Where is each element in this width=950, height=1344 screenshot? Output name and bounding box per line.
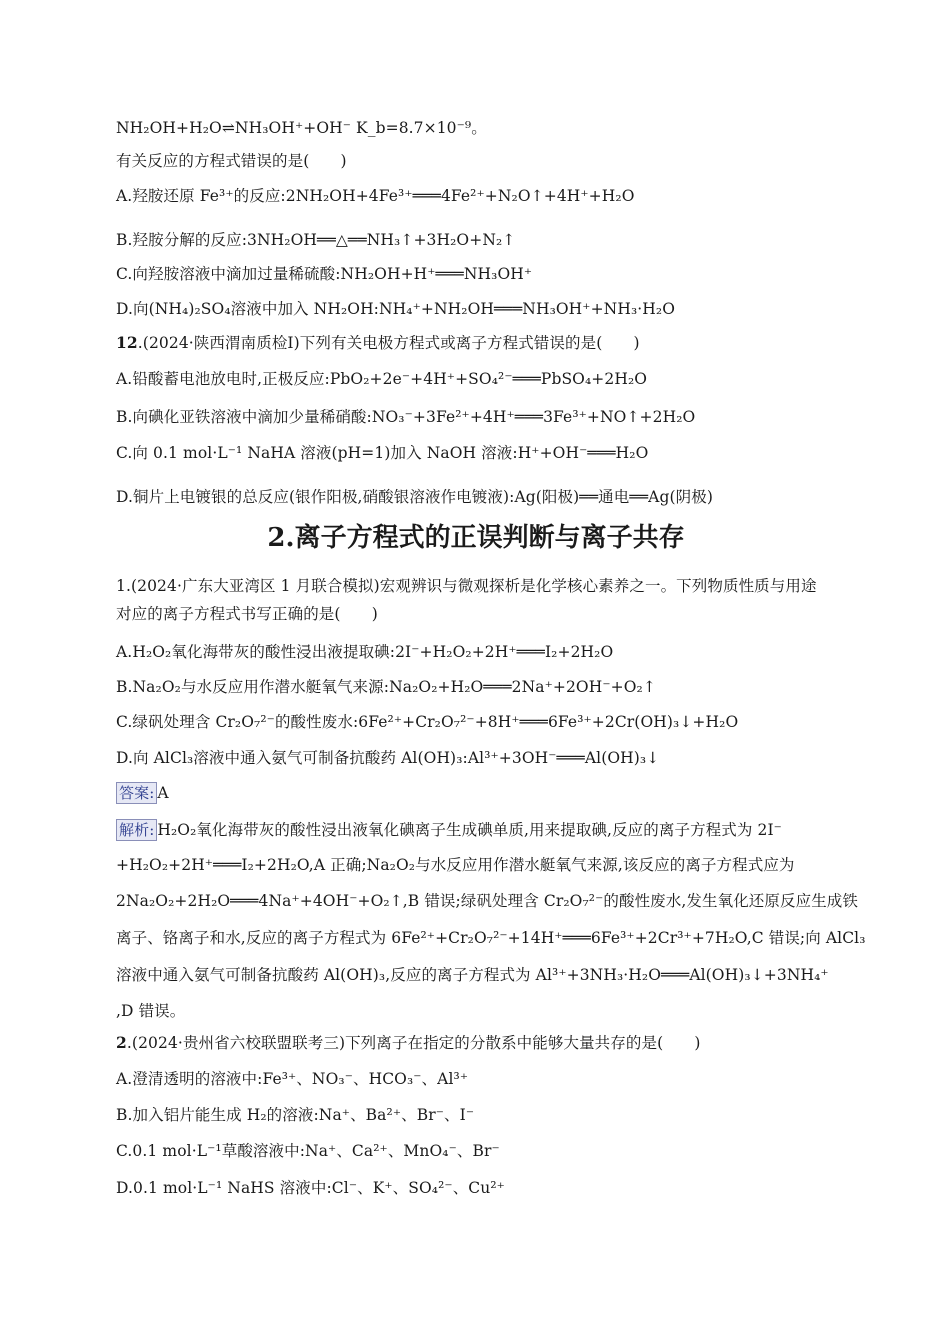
question-number-2: 2 [116,1033,127,1052]
analysis-tag: 解析: [116,819,157,841]
q2-stem-text: .(2024·贵州省六校联盟联考三)下列离子在指定的分散系中能够大量共存的是( ) [126,1034,701,1052]
option-c: C.向羟胺溶液中滴加过量稀硫酸:NH₂OH+H⁺═══NH₃OH⁺ [116,265,533,283]
option-a: A.羟胺还原 Fe³⁺的反应:2NH₂OH+4Fe³⁺═══4Fe²⁺+N₂O↑+4H⁺+H₂O [116,187,635,205]
q2-option-b: B.加入铝片能生成 H₂的溶液:Na⁺、Ba²⁺、Br⁻、I⁻ [116,1106,475,1124]
question-12-stem [116,331,640,355]
q1-stem: 1.(2024·广东大亚湾区 1 月联合模拟)宏观辨识与微观探析是化学核心素养之一。下列物质性质与用途对应的离子方程式书写正确的是( ) [116,577,817,623]
question-12-text: .(2024·陕西渭南质检Ⅰ)下列有关电极方程式或离子方程式错误的是( ) [137,334,640,352]
section-title: 2.离子方程式的正误判断与离子共存 [267,523,685,553]
analysis-line-6: ,D 错误。 [116,1002,186,1020]
q2-option-a: A.澄清透明的溶液中:Fe³⁺、NO₃⁻、HCO₃⁻、Al³⁺ [116,1070,469,1088]
q12-option-d: D.铜片上电镀银的总反应(银作阳极,硝酸银溶液作电镀液):Ag(阳极)══通电══Ag(阴极) [116,488,713,506]
analysis-line-4: 离子、铬离子和水,反应的离子方程式为 6Fe²⁺+Cr₂O₇²⁻+14H⁺═══6Fe³⁺+2Cr³⁺+7H₂O,C 错误;向 AlCl₃ [116,929,866,947]
option-d: D.向(NH₄)₂SO₄溶液中加入 NH₂OH:NH₄⁺+NH₂OH═══NH₃OH⁺+NH₃·H₂O [116,300,676,318]
q1-option-a: A.H₂O₂氧化海带灰的酸性浸出液提取碘:2I⁻+H₂O₂+2H⁺═══I₂+2H₂O [116,643,614,661]
q12-option-c: C.向 0.1 mol·L⁻¹ NaHA 溶液(pH=1)加入 NaOH 溶液:H⁺+OH⁻═══H₂O [116,444,649,462]
answer-tag: 答案: [116,782,157,804]
q2-stem [116,1031,701,1055]
q2-option-c: C.0.1 mol·L⁻¹草酸溶液中:Na⁺、Ca²⁺、MnO₄⁻、Br⁻ [116,1142,500,1160]
analysis-text-1: H₂O₂氧化海带灰的酸性浸出液氧化碘离子生成碘单质,用来提取碘,反应的离子方程式为 2I⁻ [157,821,782,839]
answer-value: A [157,784,169,802]
equilibrium-line: NH₂OH+H₂O⇌NH₃OH⁺+OH⁻ K_b=8.7×10⁻⁹。 [116,119,487,137]
q1-option-b: B.Na₂O₂与水反应用作潜水艇氧气来源:Na₂O₂+H₂O═══2Na⁺+2OH⁻+O₂↑ [116,678,656,696]
analysis-line-2: +H₂O₂+2H⁺═══I₂+2H₂O,A 正确;Na₂O₂与水反应用作潜水艇氧气来源,该反应的离子方程式应为 [116,856,795,874]
question-number: 12 [116,333,138,352]
q2-option-d: D.0.1 mol·L⁻¹ NaHS 溶液中:Cl⁻、K⁺、SO₄²⁻、Cu²⁺ [116,1179,505,1197]
q12-option-b: B.向碘化亚铁溶液中滴加少量稀硝酸:NO₃⁻+3Fe²⁺+4H⁺═══3Fe³⁺+NO↑+2H₂O [116,408,696,426]
q1-option-c: C.绿矾处理含 Cr₂O₇²⁻的酸性废水:6Fe²⁺+Cr₂O₇²⁻+8H⁺═══6Fe³⁺+2Cr(OH)₃↓+H₂O [116,713,739,731]
analysis-line-1 [116,818,782,842]
q1-option-d: D.向 AlCl₃溶液中通入氨气可制备抗酸药 Al(OH)₃:Al³⁺+3OH⁻═══Al(OH)₃↓ [116,749,660,767]
question-stem: 有关反应的方程式错误的是( ) [116,152,347,170]
q12-option-a: A.铅酸蓄电池放电时,正极反应:PbO₂+2e⁻+4H⁺+SO₄²⁻═══PbSO₄+2H₂O [116,370,648,388]
option-b: B.羟胺分解的反应:3NH₂OH══△══NH₃↑+3H₂O+N₂↑ [116,231,516,249]
answer-line [116,781,169,805]
analysis-line-3: 2Na₂O₂+2H₂O═══4Na⁺+4OH⁻+O₂↑,B 错误;绿矾处理含 Cr₂O₇²⁻的酸性废水,发生氧化还原反应生成铁 [116,892,858,910]
analysis-line-5: 溶液中通入氨气可制备抗酸药 Al(OH)₃,反应的离子方程式为 Al³⁺+3NH₃·H₂O═══Al(OH)₃↓+3NH₄⁺ [116,966,829,984]
